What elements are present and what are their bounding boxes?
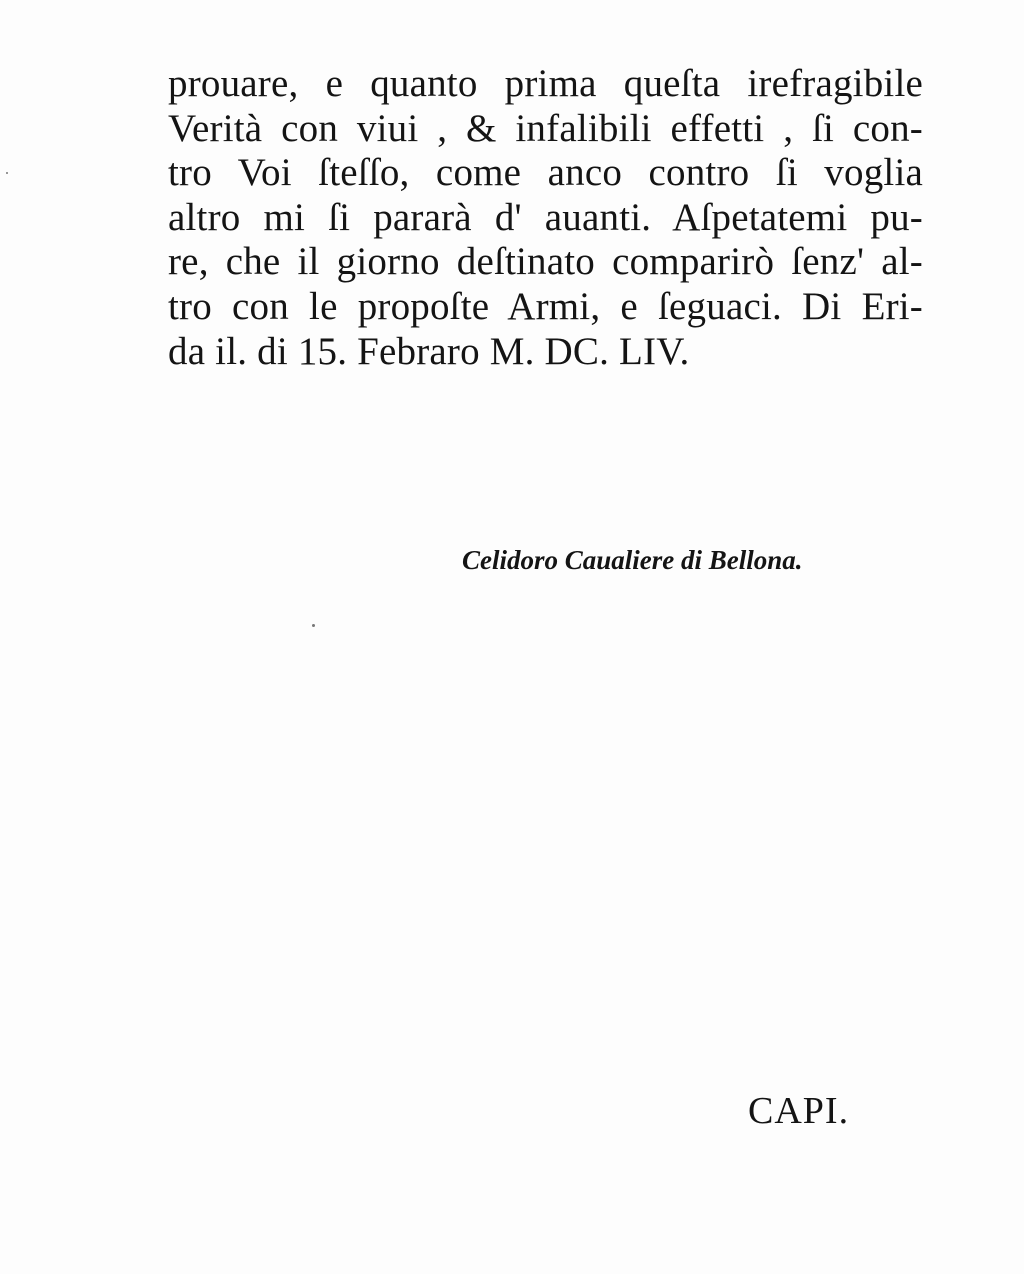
catchword: CAPI. [748, 1090, 850, 1132]
text-line-7: da il. di 15. Febraro M. DC. LIV. [168, 329, 690, 373]
paper-speck [6, 172, 8, 174]
text-line-2: Verità con viui , & infalibili effetti , ſi con- [168, 106, 923, 150]
signature-line: Celidoro Caualiere di Bellona. [462, 545, 803, 575]
paper-speck [312, 624, 315, 627]
text-line-4: altro mi ſi pararà d' auanti. Aſpetatemi pu- [168, 195, 923, 239]
text-line-3: tro Voi ſteſſo, come anco contro ſi voglia [168, 151, 923, 195]
body-text [168, 62, 928, 374]
text-line-1: prouare, e quanto prima queſta irefragibile [168, 62, 923, 105]
text-line-5: re, che il giorno deſtinato comparirò ſenz' al- [168, 240, 923, 284]
text-line-6: tro con le propoſte Armi, e ſeguaci. Di Eri- [168, 284, 923, 328]
